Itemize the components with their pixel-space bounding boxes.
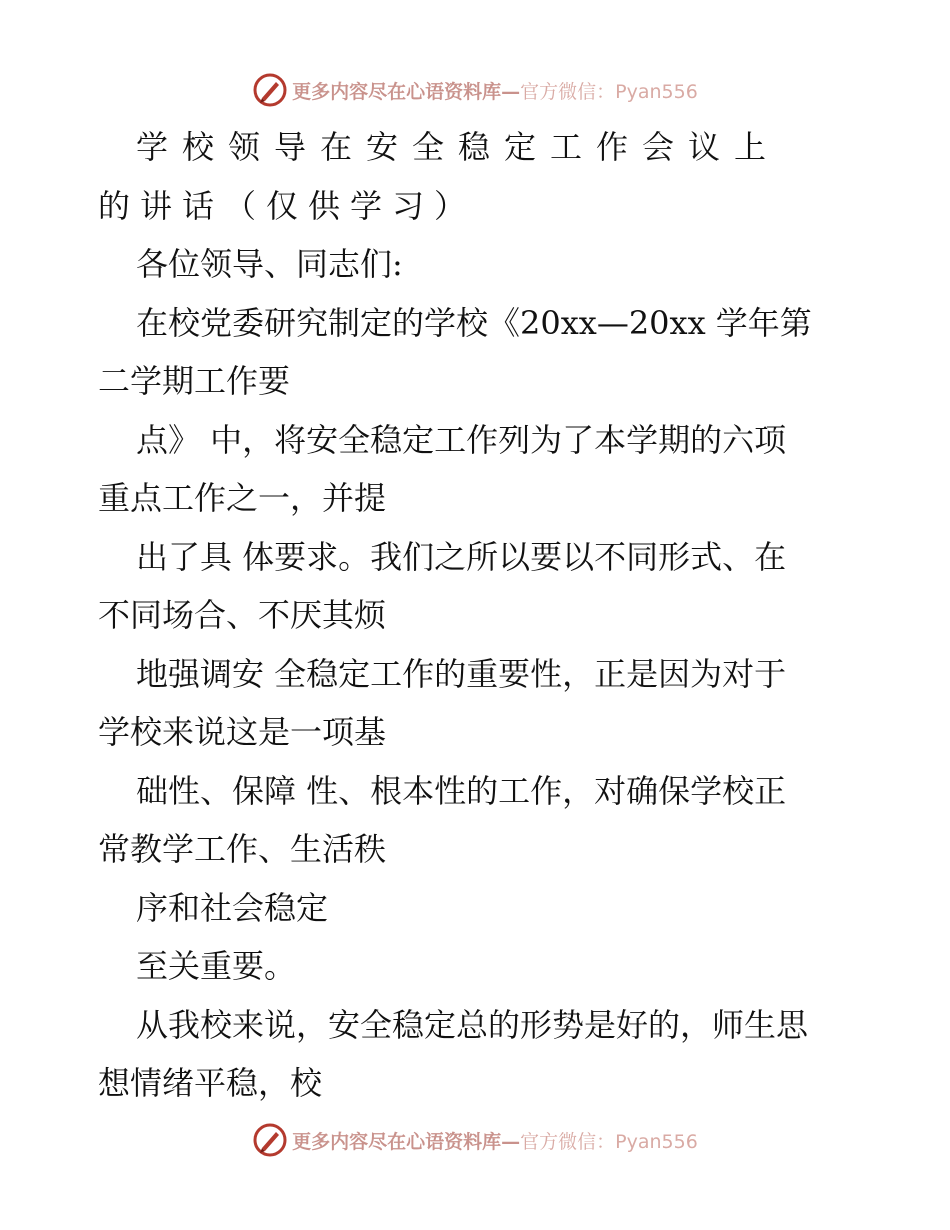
paragraph-line: 础性、保障 性、根本性的工作，对确保学校正 <box>136 771 787 810</box>
document-body <box>98 118 858 1113</box>
paragraph-line: 重点工作之一，并提 <box>98 479 387 517</box>
paragraph-line: 序和社会稳定 <box>136 888 329 927</box>
paragraph-line: 二学期工作要 <box>98 362 291 400</box>
doc-title-line-1: 学校领导在安全稳定工作会议上 <box>136 128 781 166</box>
paragraph-line: 至关重要。 <box>136 947 297 985</box>
pen-logo-icon <box>252 1122 288 1158</box>
banner-text: 更多内容尽在心语资料库—官方微信：Pyan556 <box>292 80 698 103</box>
pen-logo-icon <box>252 72 288 108</box>
paragraph-line: 地强调安 全稳定工作的重要性，正是因为对于 <box>136 654 787 693</box>
paragraph-line: 出了具 体要求。我们之所以要以不同形式、在 <box>136 537 787 576</box>
banner-text: 更多内容尽在心语资料库—官方微信：Pyan556 <box>292 1130 698 1153</box>
doc-title-line-2: 的讲话（仅供学习） <box>98 186 477 225</box>
paragraph-line: 从我校来说，安全稳定总的形势是好的，师生思 <box>136 1005 809 1044</box>
salutation: 各位领导、同志们: <box>136 245 403 283</box>
paragraph-line: 在校党委研究制定的学校《20xx—20xx 学年第 <box>136 303 812 342</box>
paragraph-line: 学校来说这是一项基 <box>98 713 387 751</box>
header-banner <box>0 70 950 110</box>
footer-banner <box>0 1120 950 1160</box>
paragraph-line: 点》 中，将安全稳定工作列为了本学期的六项 <box>136 420 787 459</box>
paragraph-line: 常教学工作、生活秩 <box>98 830 387 868</box>
paragraph-line: 想情绪平稳，校 <box>98 1064 323 1102</box>
paragraph-line: 不同场合、不厌其烦 <box>98 596 387 634</box>
